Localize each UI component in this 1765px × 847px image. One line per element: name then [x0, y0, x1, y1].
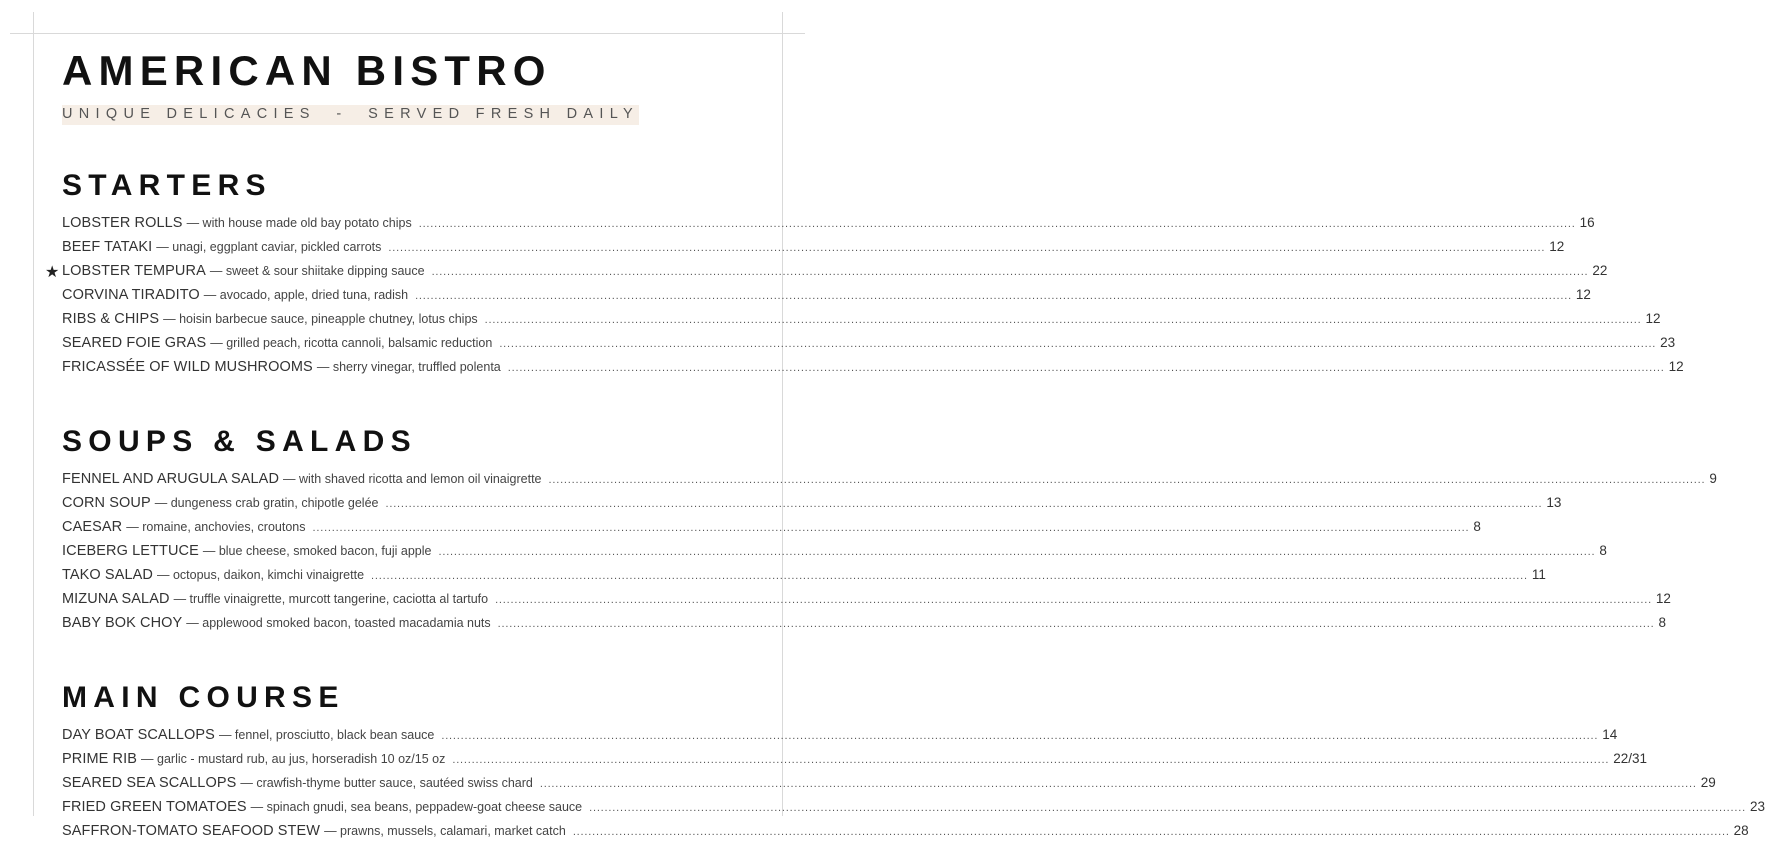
- item-description: — spinach gnudi, sea beans, peppadew-goat cheese sauce: [250, 800, 583, 814]
- item-price: 12: [1549, 239, 1565, 254]
- item-price: 8: [1473, 519, 1481, 534]
- item-description: — hoisin barbecue sauce, pineapple chutney, lotus chips: [163, 312, 478, 326]
- menu-list: [62, 471, 1717, 639]
- dot-leader: ............................................................................................................................................................................................................................................................................................................: [312, 522, 1470, 534]
- item-description: — fennel, prosciutto, black bean sauce: [218, 728, 435, 742]
- menu-item: [62, 615, 1667, 639]
- menu-item: [62, 823, 1749, 847]
- item-name: DAY BOAT SCALLOPS: [62, 727, 215, 743]
- item-description: — grilled peach, ricotta cannoli, balsamic reduction: [210, 336, 493, 350]
- item-price: 16: [1579, 215, 1595, 230]
- item-price: 8: [1658, 615, 1667, 630]
- item-description: — sherry vinegar, truffled polenta: [316, 360, 501, 374]
- menu-item: [62, 519, 1481, 543]
- dot-leader: ............................................................................................................................................................................................................................................................................................................: [431, 266, 1589, 278]
- dot-leader: ............................................................................................................................................................................................................................................................................................................: [418, 218, 1576, 230]
- item-description: — crawfish-thyme butter sauce, sautéed swiss chard: [240, 776, 533, 790]
- tagline: UNIQUE DELICACIES - SERVED FRESH DAILY: [62, 105, 639, 125]
- dot-leader: ............................................................................................................................................................................................................................................................................................................: [495, 594, 1652, 606]
- item-description: — prawns, mussels, calamari, market catch: [324, 824, 566, 838]
- item-price: 12: [1645, 311, 1661, 326]
- dot-leader: ............................................................................................................................................................................................................................................................................................................: [589, 802, 1746, 814]
- dot-leader: ............................................................................................................................................................................................................................................................................................................: [548, 474, 1706, 486]
- item-description: — applewood smoked bacon, toasted macadamia nuts: [186, 616, 491, 630]
- page-guide-left: [33, 12, 34, 816]
- item-name: LOBSTER TEMPURA: [62, 263, 206, 279]
- menu-item: [62, 287, 1591, 311]
- section-starters: [45, 169, 1684, 383]
- item-description: — blue cheese, smoked bacon, fuji apple: [202, 544, 432, 558]
- section-title: STARTERS: [62, 169, 272, 202]
- menu-item: [62, 751, 1647, 775]
- item-price: 12: [1655, 591, 1671, 606]
- menu-item: [62, 335, 1676, 359]
- menu-item-featured: [45, 263, 1608, 287]
- item-name: FENNEL AND ARUGULA SALAD: [62, 471, 280, 487]
- dot-leader: ............................................................................................................................................................................................................................................................................................................: [499, 338, 1657, 350]
- item-price: 28: [1733, 823, 1749, 838]
- item-price: 12: [1668, 359, 1684, 374]
- item-price: 11: [1531, 567, 1546, 582]
- item-name: BABY BOK CHOY: [62, 615, 183, 631]
- page-guide-right: [782, 12, 783, 816]
- item-name: CORN SOUP: [62, 495, 151, 511]
- item-price: 29: [1700, 775, 1716, 790]
- item-price: 23: [1660, 335, 1676, 350]
- item-price: 22/31: [1613, 751, 1647, 766]
- item-description: — with shaved ricotta and lemon oil vinaigrette: [283, 472, 542, 486]
- menu-item: [62, 495, 1562, 519]
- item-name: CORVINA TIRADITO: [62, 287, 200, 303]
- menu-item: [62, 311, 1661, 335]
- item-description: — garlic - mustard rub, au jus, horseradish 10 oz/15 oz: [141, 752, 446, 766]
- item-description: — dungeness crab gratin, chipotle gelée: [154, 496, 379, 510]
- star-icon: ★: [45, 264, 60, 281]
- dot-leader: ............................................................................................................................................................................................................................................................................................................: [385, 498, 1543, 510]
- dot-leader: ............................................................................................................................................................................................................................................................................................................: [371, 570, 1528, 582]
- item-price: 13: [1546, 495, 1562, 510]
- item-description: — sweet & sour shiitake dipping sauce: [209, 264, 425, 278]
- item-description: — unagi, eggplant caviar, pickled carrots: [156, 240, 382, 254]
- item-description: — truffle vinaigrette, murcott tangerine, caciotta al tartufo: [173, 592, 489, 606]
- item-name: PRIME RIB: [62, 751, 138, 767]
- dot-leader: ............................................................................................................................................................................................................................................................................................................: [572, 826, 1730, 838]
- menu-item: [62, 727, 1618, 751]
- menu-list: [62, 727, 1765, 847]
- item-name: ICEBERG LETTUCE: [62, 543, 199, 559]
- dot-leader: ............................................................................................................................................................................................................................................................................................................: [415, 290, 1572, 302]
- item-description: — with house made old bay potato chips: [186, 216, 412, 230]
- item-price: 8: [1599, 543, 1607, 558]
- dot-leader: ............................................................................................................................................................................................................................................................................................................: [507, 362, 1665, 374]
- item-description: — octopus, daikon, kimchi vinaigrette: [156, 568, 365, 582]
- item-price: 9: [1709, 471, 1717, 486]
- section-soups-salads: [62, 425, 1717, 639]
- dot-leader: ............................................................................................................................................................................................................................................................................................................: [452, 754, 1610, 766]
- item-price: 22: [1592, 263, 1608, 278]
- dot-leader: ............................................................................................................................................................................................................................................................................................................: [539, 778, 1697, 790]
- item-name: SEARED FOIE GRAS: [62, 335, 207, 351]
- item-description: — avocado, apple, dried tuna, radish: [203, 288, 409, 302]
- menu-page: [45, 47, 1765, 847]
- section-title: MAIN COURSE: [62, 681, 345, 714]
- menu-list: [45, 215, 1684, 383]
- item-price: 12: [1575, 287, 1591, 302]
- menu-item: [62, 239, 1565, 263]
- item-name: FRICASSÉE OF WILD MUSHROOMS: [62, 359, 313, 375]
- dot-leader: ............................................................................................................................................................................................................................................................................................................: [497, 618, 1655, 630]
- menu-item: [62, 799, 1765, 823]
- section-main-course: [62, 681, 1765, 847]
- item-name: MIZUNA SALAD: [62, 591, 170, 607]
- item-name: RIBS & CHIPS: [62, 311, 160, 327]
- dot-leader: ............................................................................................................................................................................................................................................................................................................: [484, 314, 1642, 326]
- menu-item: [62, 471, 1717, 495]
- menu-item: [62, 215, 1595, 239]
- item-price: 23: [1749, 799, 1765, 814]
- item-name: BEEF TATAKI: [62, 239, 153, 255]
- restaurant-title: AMERICAN BISTRO: [62, 47, 552, 94]
- menu-item: [62, 543, 1607, 567]
- item-name: TAKO SALAD: [62, 567, 153, 583]
- item-price: 14: [1602, 727, 1618, 742]
- dot-leader: ............................................................................................................................................................................................................................................................................................................: [388, 242, 1546, 254]
- item-name: LOBSTER ROLLS: [62, 215, 183, 231]
- menu-item: [62, 359, 1684, 383]
- item-name: SAFFRON-TOMATO SEAFOOD STEW: [62, 823, 321, 839]
- menu-item: [62, 591, 1671, 615]
- menu-item: [62, 775, 1716, 799]
- item-description: — romaine, anchovies, croutons: [126, 520, 306, 534]
- menu-item: [62, 567, 1546, 591]
- item-name: FRIED GREEN TOMATOES: [62, 799, 247, 815]
- dot-leader: ............................................................................................................................................................................................................................................................................................................: [438, 546, 1596, 558]
- item-name: SEARED SEA SCALLOPS: [62, 775, 237, 791]
- dot-leader: ............................................................................................................................................................................................................................................................................................................: [441, 730, 1599, 742]
- section-title: SOUPS & SALADS: [62, 425, 417, 458]
- page-guide-top: [10, 33, 805, 34]
- item-name: CAESAR: [62, 519, 123, 535]
